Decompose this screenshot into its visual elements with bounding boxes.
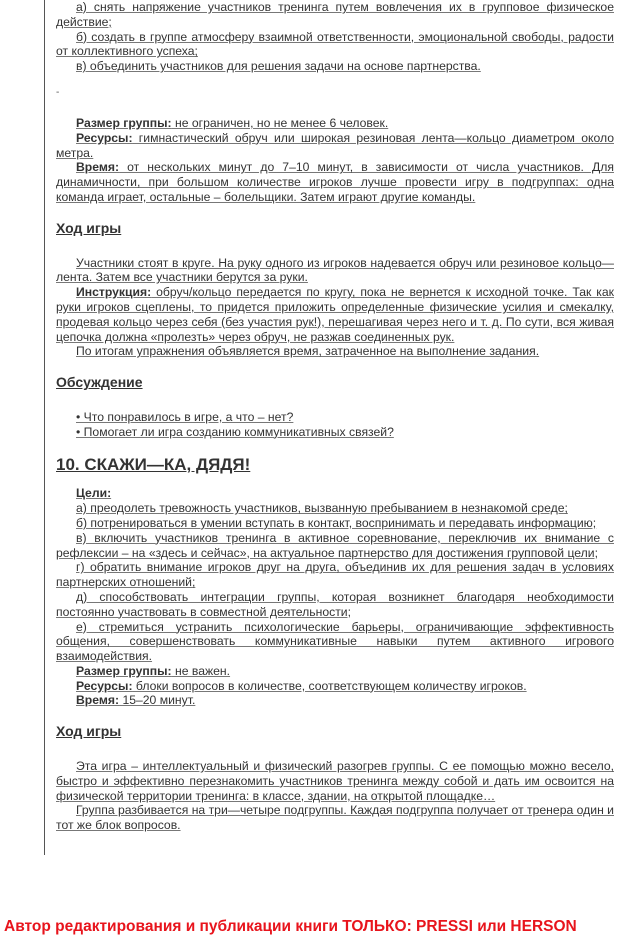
discussion-bullet: • Помогает ли игра созданию коммуникативных связей? (76, 424, 394, 439)
instruction-text: обруч/кольцо передается по кругу, пока не вернется к исходной точке. Так как руки игроков сцеплены, то придется приложить определенные физические усилия и смекалку, продевая кольцо через себя (без участия рук!), перешагивая через него и т. д. По сути, вся живая цепочка должна «пролезть» через обруч, не разжав соединенных рук. (56, 285, 614, 344)
goals-label-line (56, 486, 614, 501)
time-label: Время: (76, 160, 120, 175)
group-size-line (56, 664, 614, 679)
group-size-line (56, 116, 614, 131)
dash-marker: - (56, 86, 60, 98)
goals-label: Цели: (76, 486, 112, 501)
resources-value: блоки вопросов в количестве, соответствующем количеству игроков. (132, 678, 527, 693)
resources-line (56, 131, 614, 161)
instruction-paragraph (56, 285, 614, 344)
gameplay-paragraph: Эта игра – интеллектуальный и физический разогрев группы. С ее помощью можно весело, быстро и эффективно перезнакомить участников тренинга между собой и дать им освоится на физической территории тренинга: в классе, здании, на открытой площадке… (56, 759, 614, 803)
group-size-label: Размер группы: (76, 115, 172, 130)
time-value: 15–20 минут. (119, 693, 196, 708)
resources-label: Ресурсы: (76, 130, 133, 145)
goal-line: в) включить участников тренинга в активное соревнование, переключив их внимание с рефлексии – на «здесь и сейчас», на актуальное партнерство для достижения групповой цели; (56, 530, 614, 560)
resources-line (56, 679, 614, 694)
gameplay-paragraph: Группа разбивается на три—четыре подгруппы. Каждая подгруппа получает от тренера один и тот же блок вопросов. (56, 803, 614, 833)
time-value: от нескольких минут до 7–10 минут, в зависимости от числа участников. Для динамичности, при большом количестве игроков лучше провести игру в подгруппах: одна команда играет, остальные – болельщики. Затем играют другие команды. (56, 160, 614, 204)
goal-line: б) потренироваться в умении вступать в контакт, воспринимать и передавать информацию; (76, 515, 597, 530)
resources-label: Ресурсы: (76, 678, 133, 693)
goal-line: е) стремиться устранить психологические барьеры, ограничивающие эффективность общения, совершенствовать коммуникативные навыки путем активного игрового взаимодействия. (56, 619, 614, 664)
time-line (56, 160, 614, 204)
page-content (56, 0, 614, 833)
publisher-footer: Автор редактирования и публикации книги ТОЛЬКО: PRESSI или HERSON (4, 918, 577, 935)
group-size-value: не ограничен, но не менее 6 человек. (171, 115, 389, 130)
goal-a-line: а) снять напряжение участников тренинга путем вовлечения их в групповое физическое действие; (56, 0, 614, 29)
game-title: 10. СКАЖИ—КА, ДЯДЯ! (56, 454, 251, 474)
time-line (56, 693, 614, 708)
goal-b-line: б) создать в группе атмосферу взаимной ответственности, эмоциональной свободы, радости от коллективного успеха; (56, 29, 614, 59)
group-size-value: не важен. (171, 663, 231, 678)
instruction-label: Инструкция: (76, 285, 152, 300)
goal-line: г) обратить внимание игроков друг на друга, объединив их для решения задач в условиях партнерских отношений; (56, 560, 614, 590)
time-label: Время: (76, 693, 120, 708)
section-heading-discussion: Обсуждение (56, 374, 143, 391)
goal-line: а) преодолеть тревожность участников, вызванную пребыванием в незнакомой среде; (76, 501, 568, 516)
section-heading-gameplay-2: Ход игры (56, 723, 122, 740)
resources-value: гимнастический обруч или широкая резиновая лента—кольцо диаметром около метра. (56, 130, 614, 160)
gameplay-paragraph: Участники стоят в круге. На руку одного из игроков надевается обруч или резиновое кольцо—лента. Затем все участники берутся за руки. (56, 255, 614, 285)
left-margin-rule (44, 0, 45, 855)
group-size-label: Размер группы: (76, 663, 172, 678)
result-paragraph: По итогам упражнения объявляется время, затраченное на выполнение задания. (76, 344, 540, 359)
section-heading-gameplay: Ход игры (56, 219, 122, 236)
goal-line: д) способствовать интеграции группы, которая возникнет благодаря необходимости постоянно участвовать в совместной деятельности; (56, 589, 614, 619)
goal-c-line: в) объединить участников для решения задачи на основе партнерства. (76, 59, 481, 74)
discussion-bullet: • Что понравилось в игре, а что – нет? (76, 409, 294, 424)
